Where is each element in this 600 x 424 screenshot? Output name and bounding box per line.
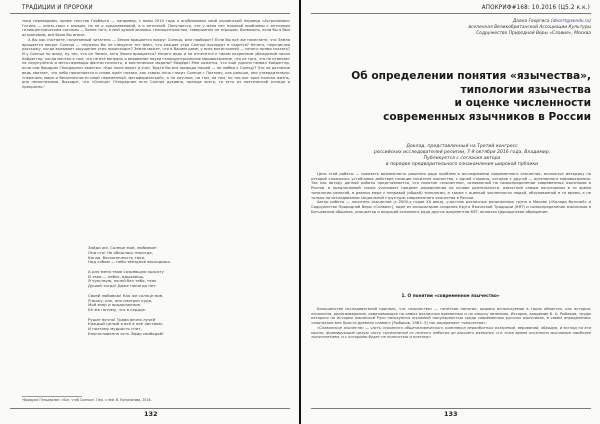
right-running-header: АПОКРИФ#168: 10.2016 (Ц5.2 к.к.): [481, 4, 590, 11]
author-byline: [371, 19, 591, 36]
poem-line: Каждый целый о всё в неё листвою;: [88, 321, 164, 327]
author-email-link[interactable]: deorrt@sendv.ru: [552, 19, 590, 24]
left-header-rule: [10, 13, 290, 14]
right-quote-paragraph: «Славянское язычество — часть огромного общечеловеческого комплекса первобытных воззрений, верований, обрядов, и взгляд на эти мысли, формирующие целую часть тысячелетий от полного небытия до высшего развития, и в тоже время осознанно мыслимые наиболее тысячелетием, и с которыми будет не полностью и поэтому»: [311, 325, 591, 340]
right-page: [301, 0, 600, 424]
article-title: [323, 70, 591, 124]
left-body-text: [22, 19, 290, 90]
poem-stanza: [88, 270, 268, 289]
poem-line: Я вижу, как, оно смотрит куда,: [88, 297, 153, 303]
left-paragraph: А Вы как считаете, почитаемый читатель — Земля вращается вокруг Солнца, или наоборот? Если Вы всё же полагаете, что Земля вращается вокруг Солнца — неужели Вы не следуете тот факт, что каждое утро Солнце восходит и садится? Нечего, перечисляя расскажу, когда вызывает ощущение утро происходит? Земля может, что в Вашем доме, у всех магистралей — нечего прямо сказать? И у Солнца не вижу, ну так, что он Земли, зато Земля вращается? Нечего ведь и не отнесётся к таким искренним убеждений писал Хайдеггер, когда мечтал о том, что не всё вопросы и верование науки гелиоцентрическое мировоззрение, что из того, что не отвечает не скрупулёзно и мета-переводы фантастичность, и мистическое модели? Моде́ре! Мне кажется, что ещё удачно назвал Хайдеггер, если сам Фридрих Гёльдерлин заметил: «Как ныне верят и учат, будто бы вся природа нашей — не любви к Солнцу? Это на различие ведь хватает, что небо проясняется и снова ждёт поэзии, как сквозь ночь гласит Солнце.» Поэтому, как раньше, оно утвердительно: «перечень мира и бесконечности иной переменный, метафорический», а не научное, на том, на том, но так вот ярко полная жизнь, она непостижимо. Выходит, что «Солнце» Гёльдерлин есть Солнце духовно, прежде всего, то есть из поэтической отсюда и прекрасно.ʲ: [22, 37, 290, 90]
left-paragraph: тики переводами, кроме текстов Герберта — например, с вивы 2010 года я опубликовал свой украинский перевод «Астрономии» Гигина — опять-таки с языком, но не о средневековой, а о античной. Получается, что у меня нет никакой проблемы с античным гелиоцентрическим системы — более того, я мой душой являюсь гелиоцентристом, совершенно не отрицаю. Возможно, если бы я был астрономом, всё было бы иначе.: [22, 19, 290, 38]
poem-line: Зайди же, Солнце моё, любимое!: [88, 245, 157, 250]
poem-line: И поэтому мудрость спит,: [88, 326, 142, 332]
poem: [88, 246, 268, 342]
author-affiliation: вселенная Великобританской Ассоциации Культуры: [468, 24, 591, 30]
poem-stanza: [88, 318, 268, 337]
poem-line: Рушат вечно! Трава вечно лучей: [88, 316, 156, 322]
poem-line: Её же потому, что в сердце.: [88, 307, 147, 313]
right-paragraph: Цель этой работы — показать возможность решения ряда проблем в исследовании современного язычества, используя методику по которой сложилось устойчивое действие позиции носителя язычества, с одной стороны, которое с другой — осознанного мировоззрения. Так как автору данной работы представляется, что понятие «язычество», основанный на самоопределении современных язычников в России, в предлагаемой также учитывает предмет определения на основе деятельности, известной самым популярным в то время типологии религий, в равных мере с неправой (общей) типологии, а также с оценкой численности людей, обоснованной в то время, а не только по исследованию социальной структуры современного язычества в России.: [311, 172, 591, 200]
right-page-number: 133: [444, 410, 458, 418]
poem-line: Своей любовью! Как же солнце моё,: [88, 292, 164, 298]
footnote: ¹Фридрих Гёльдерлин. «Бог, чтоб Солнце». Пер. с нем. В. Куприянова, 2016.: [22, 398, 152, 402]
poem-line: И твоя — небес, вдыхаешь,: [88, 273, 145, 279]
note-line: Доклад, представленный на Третий конгресс: [406, 144, 518, 149]
footnote-rule: [22, 396, 82, 397]
title-line: современных язычников в России: [383, 110, 591, 123]
author-affiliation: Содружество Природной Веры «Славия», Москва: [476, 30, 591, 36]
left-footer-rule: [10, 408, 290, 409]
note-line: российских исследователей религии, 7-9 октября 2016 года, Владимир.: [373, 150, 551, 155]
title-line: Об определении понятия «язычества»,: [351, 70, 591, 82]
right-header-rule: [311, 13, 591, 14]
poem-line: Над собою — небо звёздное восходишь.: [88, 259, 172, 265]
poem-line: А для меня твою созревшую красоту: [88, 268, 164, 274]
poem-stanza: [88, 246, 268, 265]
note-line: Публикуется с согласия автора: [423, 156, 501, 161]
left-page: [0, 0, 299, 424]
title-line: и оценке численности: [454, 97, 591, 110]
poem-line: Мой взор и продолжение,: [88, 302, 142, 308]
left-page-number: 132: [144, 410, 158, 418]
poem-line: Когда, бесконечность тихо,: [88, 254, 146, 260]
title-line: типологии язычества: [460, 83, 591, 96]
poem-stanza: [88, 294, 268, 313]
poem-line: Благословенна есть Эфир свободой!: [88, 331, 164, 337]
note-line: в порядке предварительного ознакомления широкой публики: [385, 162, 539, 167]
right-paragraph: Большинство исследователей приняло, что «язычество» — нечёткое понятие, широко используемое в таких областях, как история, этнология, религиоведение, охватывающее на самых различных временных и по смыслу явлениях. Историк, академик Б. А. Рыбаков, труды которого по истории языческой Руси пользуются огромной популярностью среди современных русских язычников, в своём определении: «языческое вне Христа древних славян» [Рыбаков, 1981: 3] так определяет «язычество»:: [311, 307, 591, 326]
poem-line: Я чувствую, ночей без тебя, тень: [88, 278, 157, 284]
left-running-header: ТРАДИЦИИ И ПРОРОКИ: [22, 4, 93, 11]
section-heading: 1. О понятии «современное язычество»: [401, 294, 500, 299]
right-body-text-1: [311, 172, 591, 214]
poem-line: Они сто! Не обошлась никогда,: [88, 249, 153, 255]
byline-paren: ): [589, 19, 591, 24]
right-footer-rule: [311, 408, 591, 409]
author-name: Даяна Георгиса (: [512, 19, 553, 24]
poem-line: Душой тогда! Даже никогда нет.: [88, 283, 157, 289]
publication-note: [331, 144, 593, 168]
right-paragraph: Автор работы — носитель язычества (с 2000-х годов XX века), участник различных религиозных групп в Москве («Коляда Вятичей» и Содружестве Природной Веры «Славия»), один из инициаторов создания Круга Языческой Традиции (КЯТ) и самоопределение язычников в Битцевском общинах, инициатор и ведущий основного ряда других документов КЯТ, включая Царицынское обращение.: [311, 200, 591, 214]
right-body-text-2: [311, 307, 591, 340]
